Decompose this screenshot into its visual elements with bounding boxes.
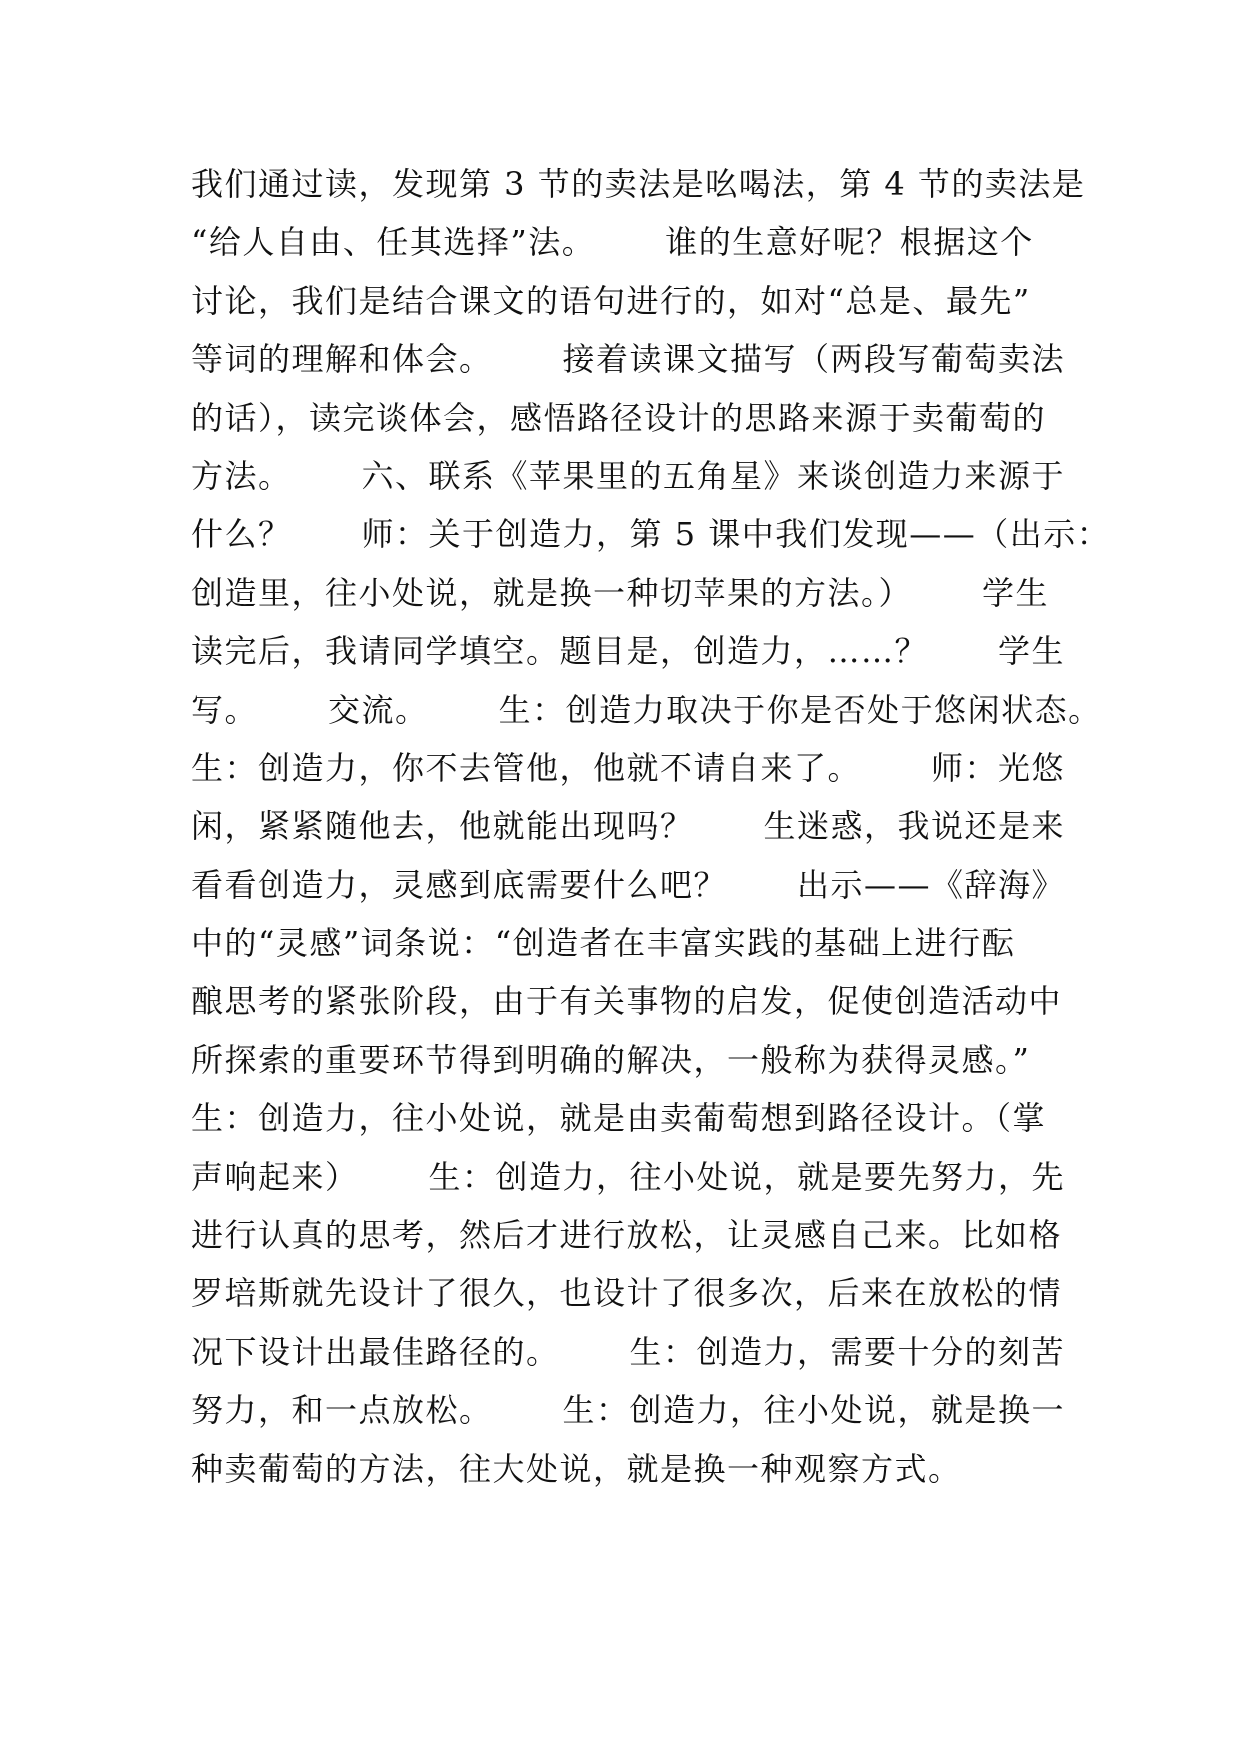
text-line: 生：创造力，往小处说，就是由卖葡萄想到路径设计。（掌	[191, 1099, 1047, 1138]
text-line: 看看创造力，灵感到底需要什么吧？ 出示——《辞海》	[191, 865, 1066, 904]
text-line: 方法。 六、联系《苹果里的五角星》来谈创造力来源于	[191, 456, 1066, 495]
text-line: 闲，紧紧随他去，他就能出现吗？ 生迷惑，我说还是来	[191, 807, 1066, 846]
text-line: 罗培斯就先设计了很久，也设计了很多次，后来在放松的情	[191, 1274, 1063, 1313]
text-line: 酿思考的紧张阶段，由于有关事物的启发，促使创造活动中	[191, 982, 1063, 1021]
text-line: 况下设计出最佳路径的。 生：创造力，需要十分的刻苦	[191, 1332, 1066, 1371]
text-line: 努力，和一点放松。 生：创造力，往小处说，就是换一	[191, 1391, 1066, 1430]
text-line: 读完后，我请同学填空。题目是，创造力，……？ 学生	[191, 632, 1066, 671]
text-line: 声响起来） 生：创造力，往小处说，就是要先努力，先	[191, 1157, 1066, 1196]
text-line: 讨论，我们是结合课文的语句进行的，如对“总是、最先”	[191, 281, 1031, 320]
text-line: 什么？ 师：关于创造力，第 5 课中我们发现——（出示：	[191, 515, 1111, 554]
text-line: 写。 交流。 生：创造力取决于你是否处于悠闲状态。	[191, 690, 1102, 729]
text-line: 等词的理解和体会。 接着读课文描写（两段写葡萄卖法	[191, 340, 1066, 379]
text-line: 中的“灵感”词条说：“创造者在丰富实践的基础上进行酝	[191, 924, 1016, 963]
text-line: 生：创造力，你不去管他，他就不请自来了。 师：光悠	[191, 748, 1066, 787]
text-line: 创造里，往小处说，就是换一种切苹果的方法。） 学生	[191, 573, 1050, 612]
body-text	[191, 155, 1111, 1498]
text-line: 进行认真的思考，然后才进行放松，让灵感自己来。比如格	[191, 1216, 1063, 1255]
text-line: 我们通过读，发现第 3 节的卖法是吆喝法，第 4 节的卖法是	[191, 165, 1086, 203]
text-line: 的话），读完谈体会，感悟路径设计的思路来源于卖葡萄的	[191, 398, 1047, 437]
text-line: 种卖葡萄的方法，往大处说，就是换一种观察方式。	[191, 1449, 962, 1488]
text-line: 所探索的重要环节得到明确的解决，一般称为获得灵感。”	[191, 1040, 1031, 1079]
text-line: “给人自由、任其选择”法。 谁的生意好呢？根据这个	[191, 223, 1034, 262]
